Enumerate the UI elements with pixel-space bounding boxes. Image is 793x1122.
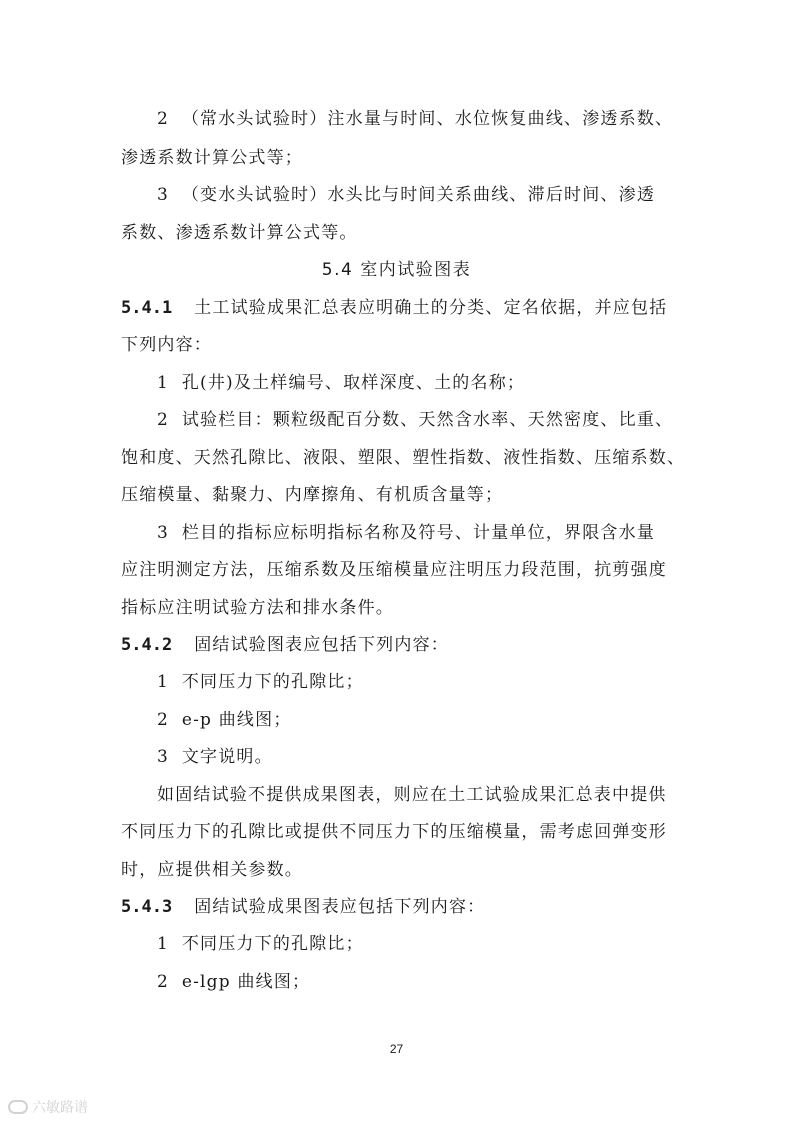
list-text: e-p 曲线图； (181, 710, 292, 730)
list-number: 3 (157, 523, 168, 543)
list-item (157, 746, 273, 768)
clause-number: 5.4.2 (121, 635, 173, 655)
list-item (157, 709, 292, 731)
paragraph-line: 时，应提供相关参数。 (121, 860, 303, 880)
list-text: 孔(井)及土样编号、取样深度、土的名称； (181, 373, 526, 393)
list-item-3-falling-head (157, 184, 655, 206)
page-number: 27 (389, 1042, 404, 1056)
clause-text: 固结试验图表应包括下列内容： (194, 635, 449, 655)
list-text: 试验栏目：颗粒级配百分数、天然含水率、天然密度、比重、 (181, 410, 674, 430)
watermark-logo-icon (8, 1100, 28, 1114)
list-item (157, 671, 364, 693)
clause-number: 5.4.3 (121, 897, 173, 917)
list-number: 1 (157, 934, 168, 954)
list-number: 1 (157, 373, 168, 393)
watermark (8, 1097, 88, 1117)
paragraph-line: 下列内容： (121, 335, 212, 355)
list-text: 不同压力下的孔隙比； (181, 934, 364, 954)
paragraph-line: 指标应注明试验方法和排水条件。 (121, 598, 394, 618)
paragraph-line: 饱和度、天然孔隙比、液限、塑限、塑性指数、液性指数、压缩系数、 (121, 448, 686, 468)
paragraph-line: 压缩模量、黏聚力、内摩擦角、有机质含量等； (121, 485, 504, 505)
list-text: e-lgp 曲线图； (181, 972, 311, 992)
clause-text: 土工试验成果汇总表应明确土的分类、定名依据，并应包括 (194, 298, 668, 318)
paragraph-line: 如固结试验不提供成果图表，则应在土工试验成果汇总表中提供 (157, 785, 667, 805)
list-item (157, 409, 673, 431)
list-number: 3 (157, 747, 168, 767)
list-item (157, 971, 310, 993)
clause-text: 固结试验成果图表应包括下列内容： (194, 897, 486, 917)
list-number: 2 (157, 109, 168, 129)
paragraph-line: 系数、渗透系数计算公式等。 (121, 223, 358, 243)
list-item-2-constant-head (157, 108, 673, 130)
clause-5-4-3 (121, 896, 485, 918)
paragraph-line: 不同压力下的孔隙比或提供不同压力下的压缩模量，需考虑回弹变形 (121, 822, 667, 842)
watermark-text: 六敏路谱 (32, 1100, 88, 1116)
list-item (157, 522, 655, 544)
paragraph-line: 渗透系数计算公式等； (121, 148, 303, 168)
list-number: 1 (157, 672, 168, 692)
section-heading: 5.4 室内试验图表 (321, 260, 472, 280)
list-item (157, 933, 364, 955)
list-text: 不同压力下的孔隙比； (181, 672, 364, 692)
list-number: 2 (157, 710, 168, 730)
clause-5-4-1 (121, 297, 667, 319)
list-number: 2 (157, 972, 168, 992)
clause-number: 5.4.1 (121, 298, 173, 318)
list-number: 3 (157, 185, 168, 205)
list-item (157, 372, 525, 394)
list-text: 栏目的指标应标明指标名称及符号、计量单位，界限含水量 (181, 523, 656, 543)
list-text: （变水头试验时）水头比与时间关系曲线、滞后时间、渗透 (181, 185, 656, 205)
clause-5-4-2 (121, 634, 449, 656)
list-text: （常水头试验时）注水量与时间、水位恢复曲线、渗透系数、 (181, 109, 674, 129)
list-number: 2 (157, 410, 168, 430)
list-text: 文字说明。 (181, 747, 273, 767)
paragraph-line: 应注明测定方法，压缩系数及压缩模量应注明压力段范围，抗剪强度 (121, 560, 667, 580)
